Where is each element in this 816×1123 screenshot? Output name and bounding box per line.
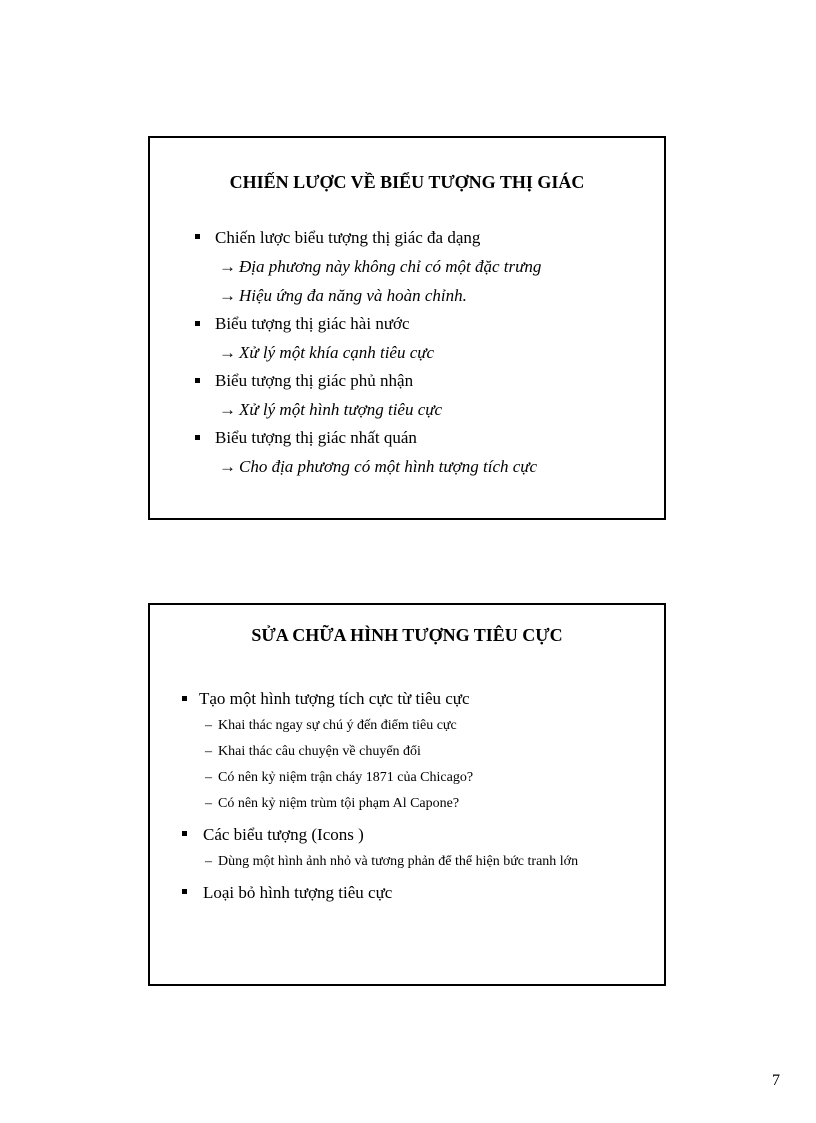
bullet-item: Các biểu tượng (Icons ) [203,825,364,844]
sub-item: – Khai thác ngay sự chú ý đến điểm tiêu cực [205,718,457,733]
sub-item: – Có nên kỷ niệm trùm tội phạm Al Capone? [205,796,460,811]
bullet-square-icon [182,889,187,894]
sub-item: – Khai thác câu chuyện về chuyển đổi [205,744,421,759]
bullet-square-icon [182,831,187,836]
sub-item: → Xử lý một khía cạnh tiêu cực [219,343,435,362]
slide-chien-luoc-bieu-tuong [148,136,666,520]
bullet-square-icon [195,234,200,239]
page-number: 7 [772,1072,780,1089]
sub-item: → Cho địa phương có một hình tượng tích cực [219,457,538,476]
slide-title: CHIẾN LƯỢC VỀ BIỂU TƯỢNG THỊ GIÁC [229,172,585,192]
bullet-item: Tạo một hình tượng tích cực từ tiêu cực [199,689,470,708]
bullet-item: Biểu tượng thị giác nhất quán [215,428,417,447]
bullet-item: Chiến lược biểu tượng thị giác đa dạng [215,228,481,247]
arrow-right-icon: → [219,400,236,419]
bullet-square-icon [195,378,200,383]
sub-item: – Có nên kỷ niệm trận cháy 1871 của Chicago? [205,770,474,785]
arrow-right-icon: → [219,286,236,305]
bullet-square-icon [182,696,187,701]
arrow-right-icon: → [219,343,236,362]
bullet-item: Biểu tượng thị giác phủ nhận [215,371,414,390]
arrow-right-icon: → [219,257,236,276]
arrow-right-icon: → [219,457,236,476]
bullet-item: Loại bỏ hình tượng tiêu cực [203,883,393,902]
slide-sua-chua-hinh-tuong [148,603,666,986]
sub-item: → Địa phương này không chỉ có một đặc trưng [219,257,542,276]
sub-item: – Dùng một hình ảnh nhỏ và tương phản để thể hiện bức tranh lớn [205,854,579,869]
bullet-square-icon [195,435,200,440]
slide-title: SỬA CHỮA HÌNH TƯỢNG TIÊU CỰC [251,625,563,645]
bullet-square-icon [195,321,200,326]
sub-item: → Xử lý một hình tượng tiêu cực [219,400,443,419]
bullet-item: Biểu tượng thị giác hài nước [215,314,410,333]
sub-item: → Hiệu ứng đa năng và hoàn chỉnh. [219,286,467,305]
